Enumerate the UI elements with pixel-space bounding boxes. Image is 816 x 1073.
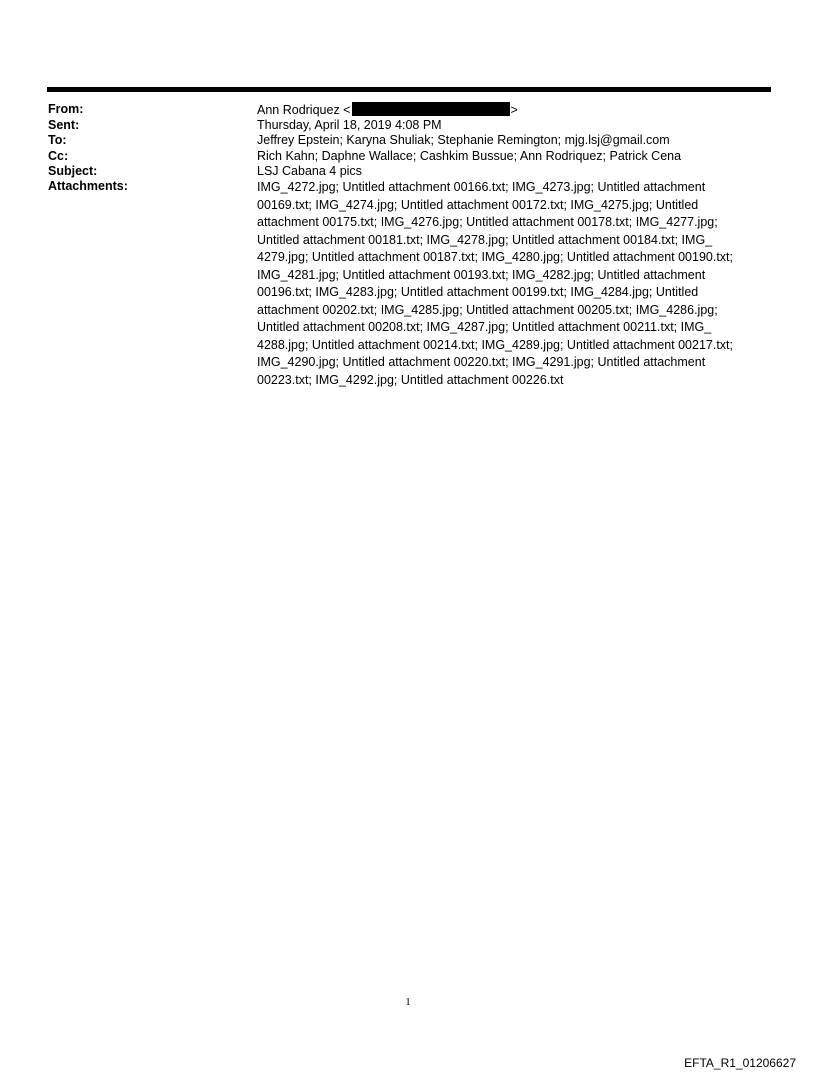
subject-label: Subject: bbox=[48, 163, 98, 178]
from-label: From: bbox=[48, 102, 84, 116]
to-label: To: bbox=[48, 133, 67, 148]
cc-label: Cc: bbox=[48, 148, 69, 163]
page-number: 1 bbox=[405, 996, 411, 1008]
cc-value: Rich Kahn; Daphne Wallace; Cashkim Bussue; Ann Rodriquez; Patrick Cena bbox=[257, 148, 682, 163]
subject-value: LSJ Cabana 4 pics bbox=[257, 163, 362, 178]
attachment-line: 4288.jpg; Untitled attachment 00214.txt; IMG_4289.jpg; Untitled attachment 00217.txt; bbox=[257, 337, 733, 352]
attachments-label: Attachments: bbox=[48, 179, 128, 194]
from-close: > bbox=[510, 103, 518, 117]
to-row bbox=[48, 133, 773, 148]
attachment-line: 00196.txt; IMG_4283.jpg; Untitled attachment 00199.txt; IMG_4284.jpg; Untitled bbox=[257, 285, 699, 300]
attachments-row bbox=[48, 179, 773, 389]
attachment-line: attachment 00202.txt; IMG_4285.jpg; Untitled attachment 00205.txt; IMG_4286.jpg; bbox=[257, 302, 718, 317]
sent-row bbox=[48, 118, 773, 133]
attachment-line: 00169.txt; IMG_4274.jpg; Untitled attachment 00172.txt; IMG_4275.jpg; Untitled bbox=[257, 197, 699, 212]
sent-label: Sent: bbox=[48, 118, 80, 133]
bates-number: EFTA_R1_01206627 bbox=[684, 1056, 796, 1070]
from-name: Ann Rodriquez < bbox=[257, 103, 351, 117]
sent-value: Thursday, April 18, 2019 4:08 PM bbox=[257, 118, 442, 133]
attachment-line: Untitled attachment 00181.txt; IMG_4278.jpg; Untitled attachment 00184.txt; IMG_ bbox=[257, 232, 713, 247]
to-value: Jeffrey Epstein; Karyna Shuliak; Stephanie Remington; mjg.lsj@gmail.com bbox=[257, 133, 670, 148]
attachments-value bbox=[257, 179, 773, 389]
attachment-line: IMG_4281.jpg; Untitled attachment 00193.txt; IMG_4282.jpg; Untitled attachment bbox=[257, 267, 706, 282]
cc-row bbox=[48, 149, 773, 164]
attachment-line: attachment 00175.txt; IMG_4276.jpg; Untitled attachment 00178.txt; IMG_4277.jpg; bbox=[257, 215, 718, 230]
email-header bbox=[48, 102, 773, 389]
attachment-line: IMG_4290.jpg; Untitled attachment 00220.txt; IMG_4291.jpg; Untitled attachment bbox=[257, 355, 706, 370]
redaction-block bbox=[352, 102, 510, 116]
attachment-line: Untitled attachment 00208.txt; IMG_4287.jpg; Untitled attachment 00211.txt; IMG_ bbox=[257, 320, 712, 335]
attachment-line: 00223.txt; IMG_4292.jpg; Untitled attachment 00226.txt bbox=[257, 372, 564, 387]
attachment-line: 4279.jpg; Untitled attachment 00187.txt; IMG_4280.jpg; Untitled attachment 00190.txt; bbox=[257, 250, 733, 265]
from-row bbox=[48, 102, 773, 118]
subject-row bbox=[48, 164, 773, 179]
attachment-line: IMG_4272.jpg; Untitled attachment 00166.txt; IMG_4273.jpg; Untitled attachment bbox=[257, 180, 706, 195]
header-rule bbox=[47, 87, 771, 92]
from-value bbox=[257, 102, 773, 118]
